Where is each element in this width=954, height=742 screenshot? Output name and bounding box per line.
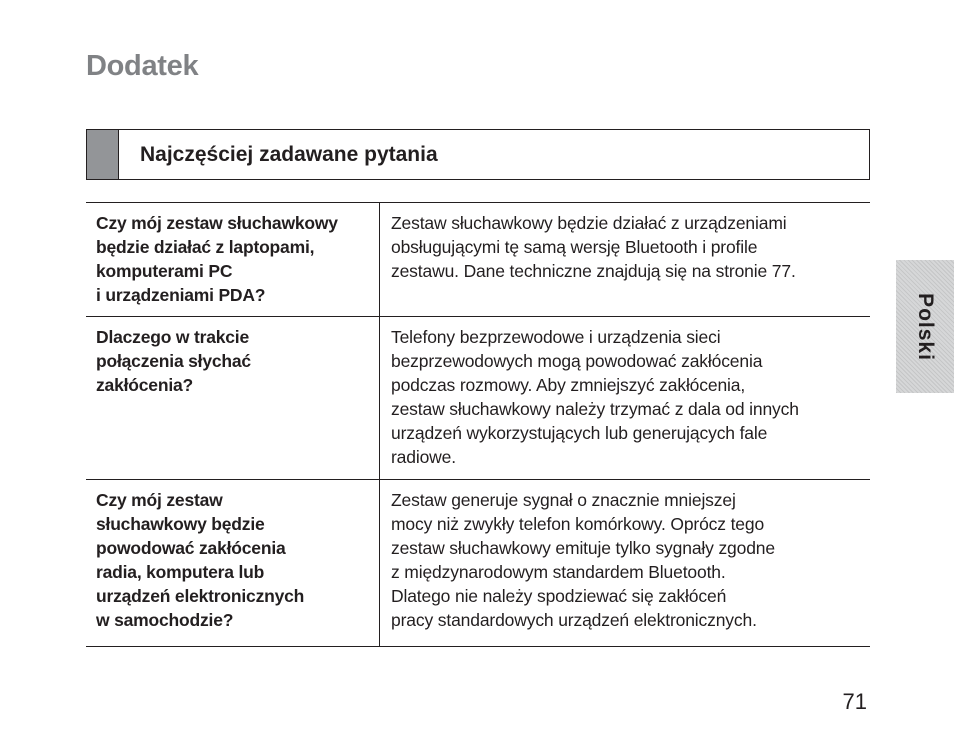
faq-question-line: będzie działać z laptopami, <box>96 237 315 257</box>
section-header <box>86 129 870 180</box>
faq-answer-line: zestaw słuchawkowy należy trzymać z dala od innych <box>391 399 799 419</box>
faq-question-line: słuchawkowy będzie <box>96 514 265 534</box>
faq-question-line: powodować zakłócenia <box>96 538 286 558</box>
faq-answer <box>380 480 870 646</box>
faq-question <box>86 480 380 646</box>
faq-question-line: w samochodzie? <box>96 610 234 630</box>
faq-question <box>86 203 380 316</box>
faq-row <box>86 203 870 317</box>
faq-question-line: Dlaczego w trakcie <box>96 327 249 347</box>
faq-answer-line: Telefony bezprzewodowe i urządzenia sieci <box>391 327 721 347</box>
faq-question-line: urządzeń elektronicznych <box>96 586 305 606</box>
faq-answer-line: urządzeń wykorzystujących lub generujących fale <box>391 423 768 443</box>
faq-row <box>86 317 870 480</box>
faq-question-line: radia, komputera lub <box>96 562 265 582</box>
section-title: Najczęściej zadawane pytania <box>140 142 438 166</box>
faq-table <box>86 202 870 647</box>
faq-answer-line: Dlatego nie należy spodziewać się zakłóceń <box>391 586 727 606</box>
faq-answer-line: obsługującymi tę samą wersję Bluetooth i profile <box>391 237 758 257</box>
faq-answer-line: zestawu. Dane techniczne znajdują się na stronie 77. <box>391 261 796 281</box>
faq-answer-line: Zestaw generuje sygnał o znacznie mniejszej <box>391 490 736 510</box>
faq-question-line: zakłócenia? <box>96 375 194 395</box>
faq-answer <box>380 203 870 316</box>
faq-answer-line: radiowe. <box>391 447 456 467</box>
faq-question-line: i urządzeniami PDA? <box>96 285 266 305</box>
faq-question <box>86 317 380 479</box>
faq-answer-line: mocy niż zwykły telefon komórkowy. Oprócz tego <box>391 514 765 534</box>
faq-question-line: połączenia słychać <box>96 351 251 371</box>
faq-answer <box>380 317 870 479</box>
language-tab-label: Polski <box>914 292 937 361</box>
faq-answer-line: zestaw słuchawkowy emituje tylko sygnały zgodne <box>391 538 775 558</box>
faq-answer-line: podczas rozmowy. Aby zmniejszyć zakłócenia, <box>391 375 746 395</box>
faq-answer-line: z międzynarodowym standardem Bluetooth. <box>391 562 726 582</box>
language-side-tab <box>896 260 954 393</box>
faq-question-line: Czy mój zestaw słuchawkowy <box>96 213 338 233</box>
faq-answer-line: bezprzewodowych mogą powodować zakłócenia <box>391 351 763 371</box>
page-title: Dodatek <box>86 50 199 82</box>
faq-row <box>86 480 870 647</box>
faq-answer-line: pracy standardowych urządzeń elektronicznych. <box>391 610 757 630</box>
section-marker <box>87 130 119 179</box>
faq-answer-line: Zestaw słuchawkowy będzie działać z urządzeniami <box>391 213 787 233</box>
faq-question-line: Czy mój zestaw <box>96 490 223 510</box>
page-number: 71 <box>842 689 867 714</box>
faq-question-line: komputerami PC <box>96 261 233 281</box>
